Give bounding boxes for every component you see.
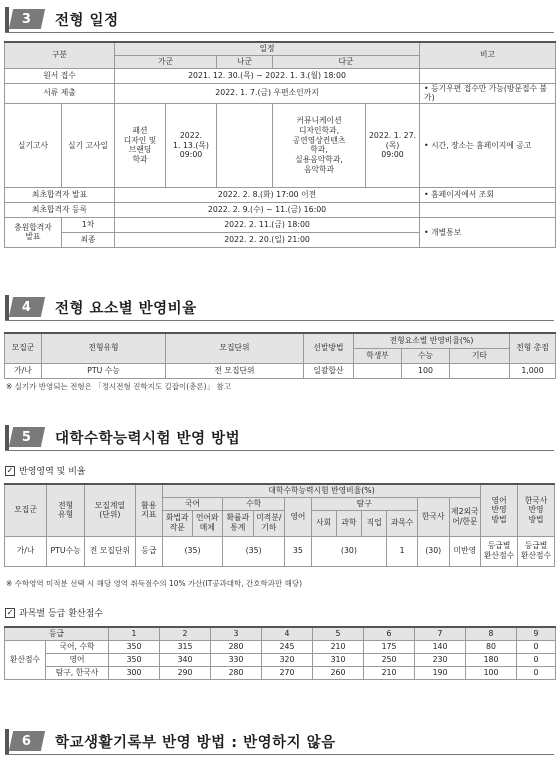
section-3-header bbox=[5, 7, 554, 31]
subsection-title: 반영영역 및 비율 bbox=[19, 467, 86, 477]
row-sub-label: 실기 고사일 bbox=[62, 103, 115, 187]
header-unit: 모집계열 (단위) bbox=[85, 484, 136, 536]
row-value: 2022. 2. 9.(수) ~ 11.(금) 16:00 bbox=[115, 202, 420, 217]
grade-score-cell: 280 bbox=[211, 640, 262, 653]
header-csat: 수능 bbox=[402, 348, 450, 363]
cell-group: 가/나 bbox=[5, 363, 42, 378]
header-da: 다군 bbox=[273, 55, 420, 68]
header-second-lang: 제2외국 어/한문 bbox=[449, 497, 481, 536]
row-label: 서류 제출 bbox=[5, 83, 115, 103]
grade-score-cell: 0 bbox=[517, 666, 556, 679]
grade-score-cell: 175 bbox=[364, 640, 415, 653]
grade-score-cell: 180 bbox=[466, 653, 517, 666]
grade-score-cell: 245 bbox=[262, 640, 313, 653]
row-label: 탐구, 한국사 bbox=[46, 666, 109, 679]
row-sub-label: 1차 bbox=[62, 217, 115, 232]
row-group-label: 환산점수 bbox=[5, 640, 46, 679]
header-grade-col: 9 bbox=[517, 627, 556, 640]
row-label: 충원합격자 발표 bbox=[5, 217, 62, 247]
section-number: 5 bbox=[9, 427, 45, 447]
header-ga: 가군 bbox=[115, 55, 217, 68]
grade-score-cell: 0 bbox=[517, 640, 556, 653]
row-label: 원서 접수 bbox=[5, 68, 115, 83]
section-title: 대학수학능력시험 반영 방법 bbox=[55, 430, 241, 447]
header-math: 수학 bbox=[223, 497, 285, 510]
header-remark: 비고 bbox=[420, 42, 556, 68]
header-record: 학생부 bbox=[354, 348, 402, 363]
header-vocational: 직업 bbox=[362, 510, 387, 536]
csat-table bbox=[4, 483, 555, 567]
grade-score-cell: 210 bbox=[364, 666, 415, 679]
ratio-note: ※ 실기가 반영되는 전형은 「정시전형 진학지도 길잡이(총론)」 참고 bbox=[6, 382, 231, 391]
row-remark: • 개별통보 bbox=[420, 217, 556, 247]
header-grade-col: 6 bbox=[364, 627, 415, 640]
header-csat-ratio: 대학수학능력시험 반영비율(%) bbox=[163, 484, 481, 497]
cell-inquiry: (30) bbox=[311, 536, 387, 566]
grade-score-cell: 310 bbox=[313, 653, 364, 666]
row-label: 실기고사 bbox=[5, 103, 62, 187]
row-remark: • 등기우편 접수만 가능(방문접수 불가) bbox=[420, 83, 556, 103]
section-number: 3 bbox=[9, 9, 45, 29]
schedule-table bbox=[4, 41, 556, 248]
da-date: 2022. 1. 27.(목) 09:00 bbox=[366, 103, 420, 187]
csat-note: ※ 수학영역 미적분 선택 시 해당 영역 취득점수의 10% 가산(IT공과대학, 간호학과만 해당) bbox=[6, 579, 303, 588]
grade-score-cell: 270 bbox=[262, 666, 313, 679]
header-eng-method: 영어 반영 방법 bbox=[481, 484, 518, 536]
grade-score-cell: 330 bbox=[211, 653, 262, 666]
header-group: 모집군 bbox=[5, 333, 42, 363]
header-kor1: 화법과 작문 bbox=[163, 510, 192, 536]
header-na: 나군 bbox=[217, 55, 273, 68]
header-group: 모집군 bbox=[5, 484, 47, 536]
cell-hist-method: 등급별 환산점수 bbox=[518, 536, 555, 566]
row-value: 2021. 12. 30.(목) ~ 2022. 1. 3.(월) 18:00 bbox=[115, 68, 420, 83]
subsection-areas bbox=[5, 464, 86, 477]
cell-record bbox=[354, 363, 402, 378]
section-6-header bbox=[5, 729, 554, 753]
grade-score-cell: 230 bbox=[415, 653, 466, 666]
row-value: 2022. 1. 7.(금) 우편소인까지 bbox=[115, 83, 420, 103]
grade-score-cell: 350 bbox=[109, 653, 160, 666]
cell-eng-method: 등급별 환산점수 bbox=[481, 536, 518, 566]
row-value: 2022. 2. 11.(금) 18:00 bbox=[115, 217, 420, 232]
cell-korean: (35) bbox=[163, 536, 223, 566]
header-count: 과목수 bbox=[387, 510, 418, 536]
section-title: 전형 요소별 반영비율 bbox=[55, 300, 197, 317]
cell-english: 35 bbox=[285, 536, 311, 566]
row-remark: • 시간, 장소는 홈페이지에 공고 bbox=[420, 103, 556, 187]
subsection-title: 과목별 등급 환산점수 bbox=[19, 609, 103, 619]
ratio-table bbox=[4, 332, 556, 379]
header-type: 전형유형 bbox=[42, 333, 166, 363]
grade-score-cell: 315 bbox=[160, 640, 211, 653]
cell-count: 1 bbox=[387, 536, 418, 566]
grade-table bbox=[4, 626, 556, 680]
grade-score-cell: 100 bbox=[466, 666, 517, 679]
grade-score-cell: 300 bbox=[109, 666, 160, 679]
header-grade-col: 1 bbox=[109, 627, 160, 640]
grade-score-cell: 350 bbox=[109, 640, 160, 653]
header-social: 사회 bbox=[311, 510, 336, 536]
header-unit: 모집단위 bbox=[166, 333, 304, 363]
checkbox-icon: ✓ bbox=[6, 465, 14, 475]
grade-score-cell: 280 bbox=[211, 666, 262, 679]
section-5-header bbox=[5, 425, 554, 449]
grade-score-cell: 140 bbox=[415, 640, 466, 653]
row-label: 최초합격자 발표 bbox=[5, 187, 115, 202]
header-category: 구분 bbox=[5, 42, 115, 68]
row-value: 2022. 2. 20.(일) 21:00 bbox=[115, 232, 420, 247]
header-english: 영어 bbox=[285, 497, 311, 536]
grade-score-cell: 0 bbox=[517, 653, 556, 666]
cell-method: 일괄합산 bbox=[304, 363, 354, 378]
cell-unit: 전 모집단위 bbox=[85, 536, 136, 566]
header-schedule: 일정 bbox=[115, 42, 420, 55]
cell-history: (30) bbox=[417, 536, 449, 566]
cell-csat: 100 bbox=[402, 363, 450, 378]
header-grade-col: 4 bbox=[262, 627, 313, 640]
header-math1: 확률과 통계 bbox=[223, 510, 254, 536]
section-title: 전형 일정 bbox=[55, 12, 119, 29]
row-label: 영어 bbox=[46, 653, 109, 666]
da-major: 커뮤니케이션 디자인학과, 공연영상컨텐츠 학과, 실용음악학과, 음악학과 bbox=[273, 103, 366, 187]
row-remark: • 홈페이지에서 조회 bbox=[420, 187, 556, 202]
section-number: 4 bbox=[9, 297, 45, 317]
header-grade-col: 7 bbox=[415, 627, 466, 640]
cell-index: 등급 bbox=[135, 536, 162, 566]
header-grade-col: 2 bbox=[160, 627, 211, 640]
cell-second-lang: 미반영 bbox=[449, 536, 481, 566]
header-hist-method: 한국사 반영 방법 bbox=[518, 484, 555, 536]
grade-score-cell: 190 bbox=[415, 666, 466, 679]
header-type: 전형 유형 bbox=[47, 484, 85, 536]
grade-score-cell: 80 bbox=[466, 640, 517, 653]
subsection-grades bbox=[5, 606, 103, 619]
grade-score-cell: 250 bbox=[364, 653, 415, 666]
row-label: 최초합격자 등록 bbox=[5, 202, 115, 217]
header-grade-col: 5 bbox=[313, 627, 364, 640]
header-math2: 미적분/ 기하 bbox=[253, 510, 285, 536]
row-value: 2022. 2. 8.(화) 17:00 이전 bbox=[115, 187, 420, 202]
section-number: 6 bbox=[9, 731, 45, 751]
cell-type: PTU수능 bbox=[47, 536, 85, 566]
section-title: 학교생활기록부 반영 방법 : 반영하지 않음 bbox=[55, 734, 336, 751]
header-kor2: 언어와 매체 bbox=[192, 510, 223, 536]
row-label: 국어, 수학 bbox=[46, 640, 109, 653]
header-index: 활용 지표 bbox=[135, 484, 162, 536]
grade-score-cell: 340 bbox=[160, 653, 211, 666]
cell-math: (35) bbox=[223, 536, 285, 566]
grade-score-cell: 210 bbox=[313, 640, 364, 653]
cell-total: 1,000 bbox=[510, 363, 556, 378]
header-grade: 등급 bbox=[5, 627, 109, 640]
header-total: 전형 총점 bbox=[510, 333, 556, 363]
row-sub-label: 최종 bbox=[62, 232, 115, 247]
header-korean: 국어 bbox=[163, 497, 223, 510]
grade-score-cell: 260 bbox=[313, 666, 364, 679]
ga-major: 패션 디자인 및 브랜딩 학과 bbox=[115, 103, 166, 187]
cell-group: 가/나 bbox=[5, 536, 47, 566]
cell-other bbox=[450, 363, 510, 378]
header-method: 선발방법 bbox=[304, 333, 354, 363]
cell-type: PTU 수능 bbox=[42, 363, 166, 378]
header-inquiry: 탐구 bbox=[311, 497, 417, 510]
header-other: 기타 bbox=[450, 348, 510, 363]
section-4-header bbox=[5, 295, 554, 319]
checkbox-icon: ✓ bbox=[6, 607, 14, 617]
header-ratio: 전형요소별 반영비율(%) bbox=[354, 333, 510, 348]
header-grade-col: 8 bbox=[466, 627, 517, 640]
ga-date: 2022. 1. 13.(목) 09:00 bbox=[166, 103, 217, 187]
header-science: 과학 bbox=[336, 510, 361, 536]
header-history: 한국사 bbox=[417, 497, 449, 536]
cell-unit: 전 모집단위 bbox=[166, 363, 304, 378]
grade-score-cell: 290 bbox=[160, 666, 211, 679]
grade-score-cell: 320 bbox=[262, 653, 313, 666]
header-grade-col: 3 bbox=[211, 627, 262, 640]
